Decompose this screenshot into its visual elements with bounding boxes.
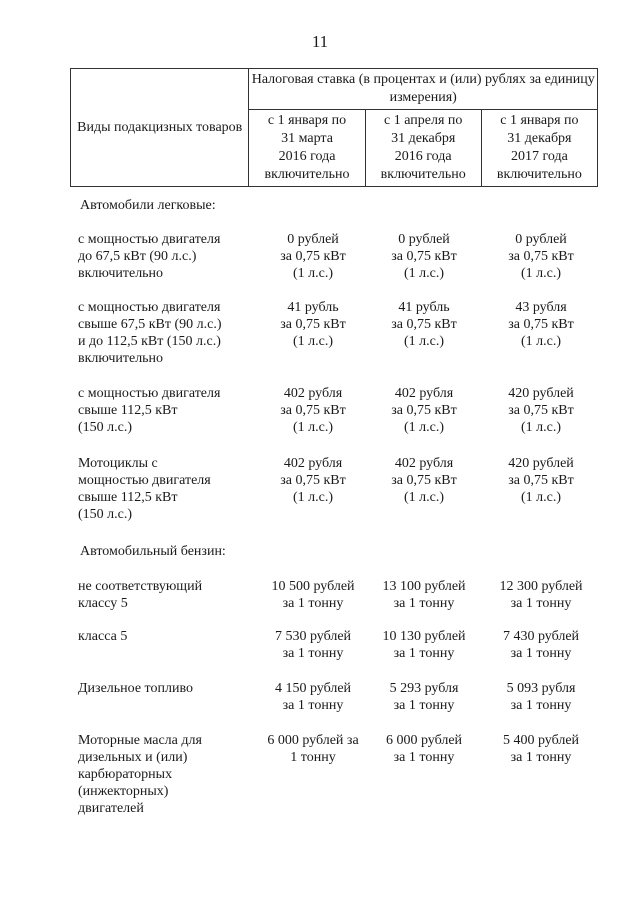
rate-value-line: 41 рубль — [287, 300, 339, 315]
rate-value-line: 12 300 рублей — [499, 579, 583, 594]
rate-value-line: 7 530 рублей — [274, 629, 352, 644]
goods-name-line: двигателей — [78, 801, 144, 816]
rate-value-line: 402 рубля — [283, 456, 343, 471]
rate-value-line: 0 рублей — [398, 232, 450, 247]
rate-value-line: за 0,75 кВт — [508, 317, 574, 332]
goods-name-line: Дизельное топливо — [78, 681, 193, 696]
rate-value-period-1 — [258, 578, 368, 612]
section-cars: Автомобили легковые: — [80, 198, 216, 213]
rate-value-period-2 — [369, 578, 479, 612]
tax-rate-table-header — [70, 68, 598, 187]
rate-value-line: 41 рубль — [398, 300, 450, 315]
rate-value-line: 10 130 рублей — [382, 629, 466, 644]
rate-value-line: 0 рублей — [287, 232, 339, 247]
period-1-line: 2016 года — [278, 149, 336, 164]
rate-value-line: (1 л.с.) — [403, 334, 445, 349]
rate-value-line: (1 л.с.) — [520, 266, 562, 281]
rate-value-line: за 1 тонну — [393, 646, 455, 661]
rate-value-line: (1 л.с.) — [292, 266, 334, 281]
goods-name-line: с мощностью двигателя — [78, 232, 221, 247]
header-period-2 — [365, 110, 481, 187]
rate-value-line: за 1 тонну — [393, 698, 455, 713]
rate-value-line: 402 рубля — [394, 456, 454, 471]
period-2-line: с 1 апреля по — [384, 113, 463, 128]
rate-value-line: (1 л.с.) — [292, 334, 334, 349]
rate-value-line: за 0,75 кВт — [280, 249, 346, 264]
rate-value-line: (1 л.с.) — [292, 420, 334, 435]
rate-value-line: 7 430 рублей — [502, 629, 580, 644]
rate-value-line: (1 л.с.) — [520, 334, 562, 349]
rate-value-line: за 1 тонну — [282, 646, 344, 661]
rate-value-period-2 — [369, 680, 479, 714]
rate-value-line: (1 л.с.) — [520, 490, 562, 505]
goods-name-line: Моторные масла для — [78, 733, 202, 748]
goods-name-line: мощностью двигателя — [78, 473, 211, 488]
period-2-line: включительно — [380, 167, 466, 182]
rate-value-line: 13 100 рублей — [382, 579, 466, 594]
rate-value-period-1 — [258, 680, 368, 714]
rate-value-line: за 1 тонну — [510, 596, 572, 611]
rate-value-line: 420 рублей — [508, 456, 574, 471]
rate-value-line: за 1 тонну — [510, 750, 572, 765]
rate-value-line: (1 л.с.) — [292, 490, 334, 505]
period-3-line: включительно — [496, 167, 582, 182]
goods-name-line: с мощностью двигателя — [78, 386, 221, 401]
goods-name-line: Мотоциклы с — [78, 456, 158, 471]
rate-value-period-2 — [369, 385, 479, 436]
period-2-line: 31 декабря — [391, 131, 456, 146]
rate-value-period-2 — [369, 628, 479, 662]
page-number: 11 — [311, 32, 329, 51]
rate-value-period-1 — [258, 628, 368, 662]
goods-name — [78, 628, 250, 645]
goods-name — [78, 299, 250, 367]
rate-value-line: за 0,75 кВт — [508, 403, 574, 418]
rate-value-period-1 — [258, 455, 368, 506]
rate-value-line: за 0,75 кВт — [280, 473, 346, 488]
rate-value-period-1 — [258, 299, 368, 350]
rate-value-period-3 — [486, 578, 596, 612]
rate-value-line: 5 293 рубля — [389, 681, 459, 696]
rate-value-line: (1 л.с.) — [403, 490, 445, 505]
section-petrol: Автомобильный бензин: — [80, 544, 226, 559]
rate-value-line: за 0,75 кВт — [280, 317, 346, 332]
goods-name-line: (150 л.с.) — [78, 420, 133, 435]
goods-name-line: дизельных и (или) — [78, 750, 188, 765]
rate-value-line: 10 500 рублей — [271, 579, 355, 594]
rate-value-period-3 — [486, 732, 596, 766]
rate-value-line: 0 рублей — [515, 232, 567, 247]
rate-value-line: 402 рубля — [283, 386, 343, 401]
rate-value-line: за 0,75 кВт — [391, 249, 457, 264]
rate-value-line: (1 л.с.) — [403, 420, 445, 435]
rate-value-period-3 — [486, 680, 596, 714]
period-3-line: 31 декабря — [507, 131, 572, 146]
goods-name — [78, 680, 250, 697]
goods-name-line: включительно — [78, 351, 164, 366]
rate-value-period-3 — [486, 231, 596, 282]
rate-value-line: за 1 тонну — [282, 596, 344, 611]
rate-value-line: за 1 тонну — [510, 646, 572, 661]
rate-value-line: 402 рубля — [394, 386, 454, 401]
goods-name-line: карбюраторных — [78, 767, 173, 782]
goods-name-line: свыше 112,5 кВт — [78, 490, 178, 505]
rate-value-line: 4 150 рублей — [274, 681, 352, 696]
rate-value-period-2 — [369, 231, 479, 282]
period-1-line: включительно — [264, 167, 350, 182]
rate-value-line: за 0,75 кВт — [391, 473, 457, 488]
header-goods-kinds: Виды подакцизных товаров — [71, 69, 249, 187]
rate-value-period-3 — [486, 455, 596, 506]
goods-name-line: до 67,5 кВт (90 л.с.) — [78, 249, 197, 264]
rate-value-line: (1 л.с.) — [403, 266, 445, 281]
rate-value-period-3 — [486, 628, 596, 662]
period-3-line: с 1 января по — [500, 113, 579, 128]
goods-name-line: класса 5 — [78, 629, 128, 644]
goods-name — [78, 732, 250, 817]
rate-value-period-2 — [369, 455, 479, 506]
rate-value-period-1 — [258, 732, 368, 766]
goods-name-line: (инжекторных) — [78, 784, 169, 799]
header-tax-rate: Налоговая ставка (в процентах и (или) рублях за единицу измерения) — [249, 69, 598, 110]
period-3-line: 2017 года — [510, 149, 568, 164]
header-period-1 — [249, 110, 365, 187]
goods-name-line: свыше 67,5 кВт (90 л.с.) — [78, 317, 222, 332]
rate-value-line: за 0,75 кВт — [391, 403, 457, 418]
rate-value-period-1 — [258, 385, 368, 436]
rate-value-period-3 — [486, 299, 596, 350]
rate-value-period-2 — [369, 299, 479, 350]
rate-value-line: за 0,75 кВт — [508, 473, 574, 488]
period-1-line: 31 марта — [281, 131, 333, 146]
goods-name-line: и до 112,5 кВт (150 л.с.) — [78, 334, 221, 349]
period-1-line: с 1 января по — [267, 113, 347, 128]
period-2-line: 2016 года — [394, 149, 452, 164]
goods-name-line: (150 л.с.) — [78, 507, 133, 522]
rate-value-line: 420 рублей — [508, 386, 574, 401]
rate-value-line: за 0,75 кВт — [391, 317, 457, 332]
rate-value-period-2 — [369, 732, 479, 766]
rate-value-line: 5 400 рублей — [502, 733, 580, 748]
rate-value-line: за 0,75 кВт — [280, 403, 346, 418]
rate-value-line: за 0,75 кВт — [508, 249, 574, 264]
rate-value-line: за 1 тонну — [510, 698, 572, 713]
rate-value-period-1 — [258, 231, 368, 282]
rate-value-line: 6 000 рублей за — [267, 733, 359, 748]
rate-value-line: (1 л.с.) — [520, 420, 562, 435]
goods-name-line: классу 5 — [78, 596, 128, 611]
rate-value-line: 5 093 рубля — [506, 681, 576, 696]
goods-name — [78, 455, 250, 523]
goods-name — [78, 231, 250, 282]
goods-name-line: включительно — [78, 266, 164, 281]
rate-value-line: за 1 тонну — [282, 698, 344, 713]
goods-name-line: с мощностью двигателя — [78, 300, 221, 315]
rate-value-period-3 — [486, 385, 596, 436]
rate-value-line: 6 000 рублей — [385, 733, 463, 748]
rate-value-line: 43 рубля — [515, 300, 567, 315]
header-period-3 — [481, 110, 597, 187]
rate-value-line: 1 тонну — [290, 750, 336, 765]
goods-name-line: не соответствующий — [78, 579, 203, 594]
rate-value-line: за 1 тонну — [393, 596, 455, 611]
goods-name-line: свыше 112,5 кВт — [78, 403, 178, 418]
rate-value-line: за 1 тонну — [393, 750, 455, 765]
goods-name — [78, 578, 250, 612]
goods-name — [78, 385, 250, 436]
